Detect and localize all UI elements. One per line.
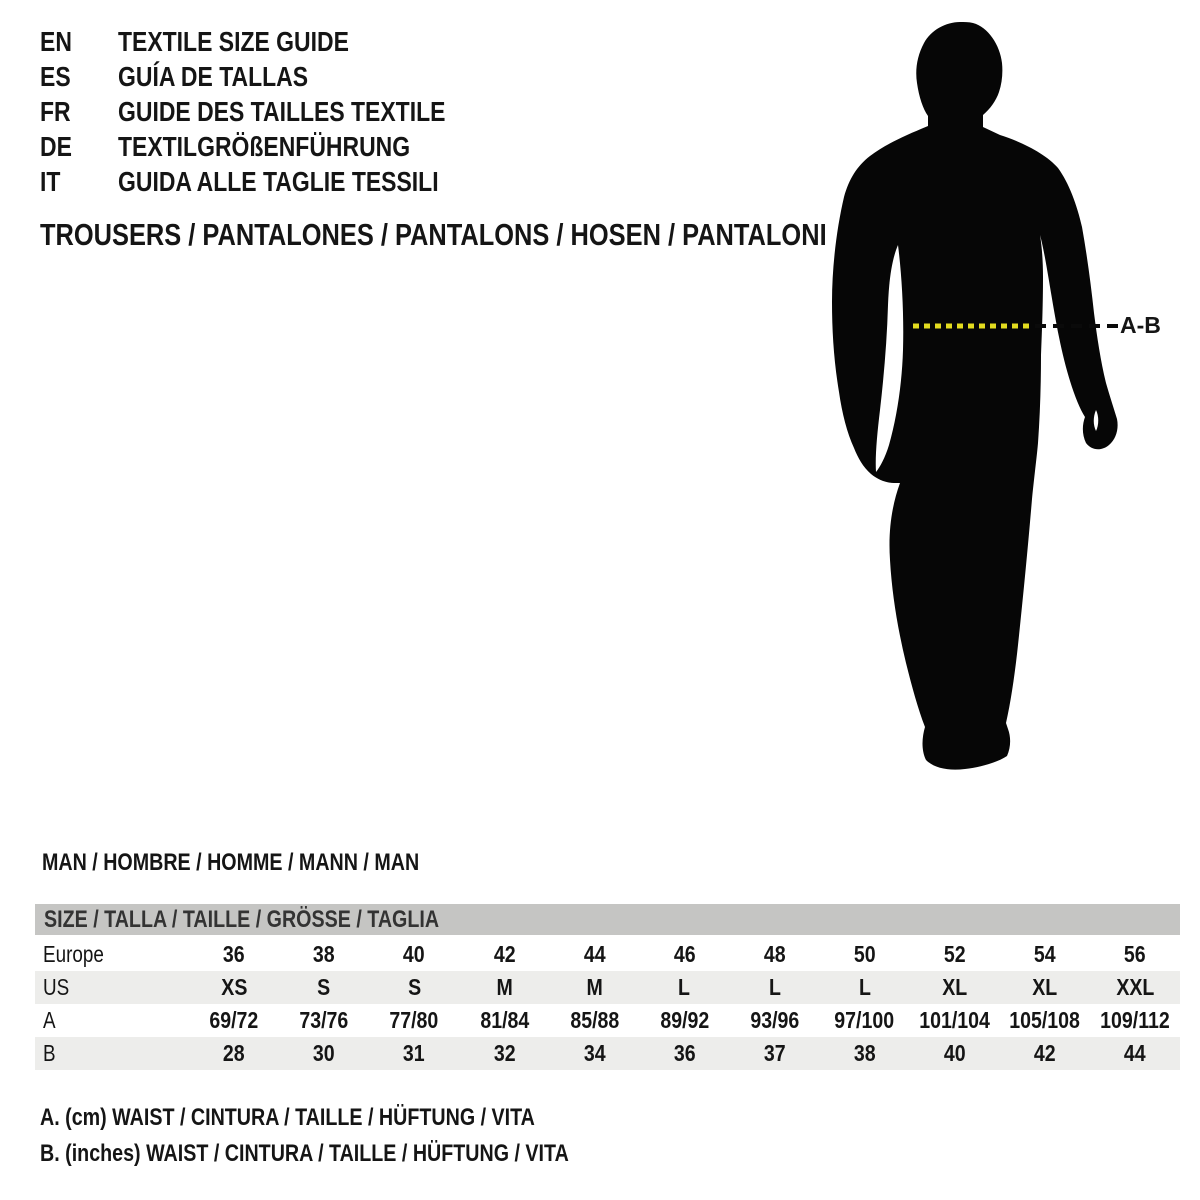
size-cell: 44: [583, 941, 606, 967]
size-table-header: SIZE / TALLA / TAILLE / GRÖSSE / TAGLIA: [35, 904, 1180, 935]
measure-label-ab: A-B: [1120, 312, 1161, 338]
language-code: ES: [40, 61, 71, 92]
table-row-b-inches: [35, 1037, 1180, 1070]
size-cell: 28: [223, 1040, 245, 1066]
size-row-label: US: [43, 974, 70, 1000]
size-cell: 54: [1033, 941, 1056, 967]
size-cell: 38: [853, 1040, 876, 1066]
size-cell: 93/96: [750, 1007, 800, 1033]
size-cell: XL: [1032, 974, 1058, 1000]
size-cell: M: [586, 974, 603, 1000]
size-row-label: A: [43, 1007, 56, 1033]
size-cell: 40: [943, 1040, 966, 1066]
size-row-label: B: [43, 1040, 56, 1066]
size-cell: 69/72: [209, 1007, 259, 1033]
size-cell: 89/92: [660, 1007, 709, 1033]
size-cell: 42: [1033, 1040, 1056, 1066]
language-title: GUIDA ALLE TAGLIE TESSILI: [118, 166, 439, 197]
language-code: EN: [40, 26, 72, 57]
language-title: GUIDE DES TAILLES TEXTILE: [118, 96, 446, 127]
size-cell: L: [678, 974, 691, 1000]
size-cell: 85/88: [569, 1007, 619, 1033]
table-row-us: [35, 971, 1180, 1004]
language-row: [40, 164, 517, 199]
language-code: DE: [40, 131, 72, 162]
language-row: [40, 59, 517, 94]
language-title: TEXTILE SIZE GUIDE: [118, 26, 349, 57]
size-cell: M: [496, 974, 513, 1000]
size-cell: 77/80: [389, 1007, 439, 1033]
measurement-notes: [40, 1100, 685, 1172]
language-title: GUÍA DE TALLAS: [118, 61, 309, 92]
size-cell: 31: [403, 1040, 426, 1066]
table-row-europe: [35, 938, 1180, 971]
size-cell: 30: [313, 1040, 336, 1066]
size-cell: 52: [943, 941, 966, 967]
size-cell: 34: [583, 1040, 606, 1066]
category-title: TROUSERS / PANTALONES / PANTALONS / HOSEN / PANTALONI: [40, 217, 827, 252]
language-code: FR: [40, 96, 71, 127]
size-row-label: Europe: [43, 941, 104, 967]
language-list: [40, 24, 517, 199]
man-silhouette-path: [832, 22, 1118, 770]
language-row: [40, 94, 517, 129]
size-cell: 105/108: [1009, 1007, 1081, 1033]
size-cell: 38: [313, 941, 336, 967]
gender-label: MAN / HOMBRE / HOMME / MANN / MAN: [42, 849, 420, 876]
size-cell: 101/104: [919, 1007, 991, 1033]
size-cell: 42: [493, 941, 516, 967]
size-cell: L: [858, 974, 871, 1000]
size-cell: 36: [673, 1040, 696, 1066]
language-row: [40, 129, 517, 164]
note-b-inches: B. (inches) WAIST / CINTURA / TAILLE / HÜFTUNG / VITA: [40, 1140, 569, 1167]
size-cell: 109/112: [1100, 1007, 1170, 1033]
man-silhouette-figure: [830, 15, 1200, 775]
size-cell: S: [317, 974, 331, 1000]
language-code: IT: [40, 166, 61, 197]
size-cell: 32: [493, 1040, 516, 1066]
size-cell: 36: [223, 941, 245, 967]
size-cell: 48: [763, 941, 786, 967]
size-cell: 46: [673, 941, 696, 967]
size-cell: 56: [1124, 941, 1146, 967]
size-table: [35, 904, 1180, 1070]
size-cell: S: [407, 974, 421, 1000]
size-cell: XL: [942, 974, 968, 1000]
note-a-cm: A. (cm) WAIST / CINTURA / TAILLE / HÜFTUNG / VITA: [40, 1104, 535, 1131]
table-row-a-cm: [35, 1004, 1180, 1037]
size-cell: XS: [220, 974, 248, 1000]
size-cell: 50: [853, 941, 876, 967]
size-cell: 40: [403, 941, 426, 967]
size-cell: 97/100: [834, 1007, 895, 1033]
size-cell: 81/84: [479, 1007, 529, 1033]
size-cell: L: [768, 974, 781, 1000]
size-cell: XXL: [1115, 974, 1154, 1000]
size-cell: 73/76: [299, 1007, 349, 1033]
man-silhouette-icon: [830, 15, 1200, 775]
language-title: TEXTILGRÖßENFÜHRUNG: [118, 131, 411, 162]
language-row: [40, 24, 517, 59]
size-cell: 37: [763, 1040, 786, 1066]
size-cell: 44: [1124, 1040, 1146, 1066]
